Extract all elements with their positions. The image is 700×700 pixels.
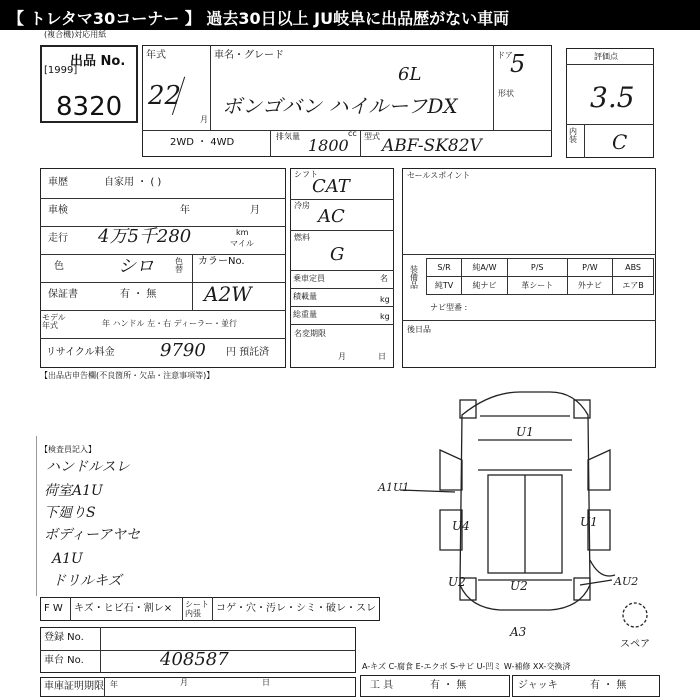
chassis-label: 車台 No.: [44, 655, 84, 666]
banner-text: 【 トレタマ30コーナー 】 過去30日以上 JU岐阜に出品歴がない車両: [8, 9, 510, 28]
inspector-note-4: ボディーアヤセ: [44, 527, 141, 543]
equip-aw: 純A/W: [462, 259, 508, 277]
equip-pw: P/W: [567, 259, 612, 277]
mark-u4: U4: [452, 519, 470, 533]
model-label: 車名・グレード: [214, 50, 284, 61]
declaration-label: 【出品店申告欄(不良箇所・欠品・注意事項等)】: [40, 371, 215, 380]
equip-ext-navi: 外ナビ: [567, 277, 612, 295]
color-code: A2W: [204, 282, 252, 306]
equipment-table: [426, 258, 654, 295]
equip-airbag: エアB: [613, 277, 654, 295]
year-month: 月: [200, 115, 208, 124]
name-change-day: 日: [378, 352, 386, 361]
registration-label: 登録 No.: [44, 632, 84, 643]
mileage-unit2: マイル: [230, 239, 254, 248]
subnote: (複合機)対応用紙: [44, 30, 107, 39]
recycle-label: リサイクル料金: [46, 347, 115, 358]
equip-navi: 純ナビ: [462, 277, 508, 295]
model-name: ボンゴバン ハイルーフDX: [222, 94, 458, 118]
model-year-items: 年 ハンドル 左・右 ディーラー・並行: [102, 319, 237, 328]
cert-day: 日: [262, 678, 270, 687]
doors-label: ドア: [497, 51, 513, 60]
chassis-value: 408587: [160, 649, 229, 670]
name-change-label: 名変期限: [294, 329, 326, 338]
fw-label: F W: [44, 603, 63, 614]
fuel-value: G: [330, 244, 345, 265]
recycle-suffix: 円 預託済: [226, 347, 270, 358]
type-value: ABF-SK82V: [382, 136, 482, 156]
interior-value: C: [612, 130, 628, 154]
color-value: シロ: [118, 256, 154, 277]
color-code-label: カラーNo.: [198, 256, 245, 267]
weight-unit: kg: [380, 312, 390, 321]
damage-legend: A-キズ C-腐食 E-エクボ S-サビ U-凹ミ W-補修 XX-交換済: [362, 662, 571, 671]
history-label: 車歴: [48, 177, 68, 188]
jack-label: ジャッキ: [518, 680, 558, 691]
aircon-value: AC: [318, 206, 345, 227]
lot-number: 8320: [56, 92, 123, 122]
shift-label: シフト: [294, 170, 318, 179]
model-year-label: モデル年式: [42, 313, 66, 330]
equip-tv: 純TV: [427, 277, 462, 295]
capacity-unit: 名: [380, 274, 388, 283]
seat-items: コゲ・穴・汚レ・シミ・破レ・スレ: [216, 603, 376, 614]
equip-ps: P/S: [507, 259, 567, 277]
inspector-note-1: ハンドルスレ: [46, 459, 130, 475]
capacity-label: 乗車定員: [293, 274, 325, 283]
inspector-note-5: A1U: [52, 551, 83, 567]
middle-form-box: [290, 168, 394, 368]
inspection-label: 車検: [48, 205, 68, 216]
score-label: 評価点: [594, 52, 618, 61]
equip-abs: ABS: [613, 259, 654, 277]
postdate-label: 後日品: [407, 325, 431, 334]
color-change: 色替: [175, 257, 183, 274]
tools-options: 有 ・ 無: [430, 680, 467, 691]
mark-a1u1: A1U1: [378, 481, 410, 494]
equip-leather: 革シート: [507, 277, 567, 295]
model-grade-note: 6L: [398, 64, 422, 85]
mark-u2-mid: U2: [510, 579, 528, 593]
jack-options: 有 ・ 無: [590, 680, 627, 691]
cert-label: 車庫証明期限: [44, 681, 104, 692]
name-change-month: 月: [338, 352, 346, 361]
warranty-label: 保証書: [48, 289, 78, 300]
drive-options: 2WD ・ 4WD: [170, 137, 235, 148]
inspector-note-2: 荷室A1U: [44, 483, 103, 499]
doors-value: 5: [510, 50, 526, 78]
color-label: 色: [54, 261, 64, 272]
lot-year-tag: [1999]: [44, 65, 78, 76]
mark-u1-right: U1: [580, 515, 598, 529]
spare-label: スペア: [620, 639, 650, 650]
year-value: 22: [148, 81, 182, 111]
history-options: 自家用 ・ ( ): [104, 177, 162, 188]
mileage-value: 4万5千280: [98, 226, 192, 247]
equip-sr: S/R: [427, 259, 462, 277]
mileage-unit: km: [236, 228, 249, 237]
fuel-label: 燃料: [294, 233, 310, 242]
type-label: 型式: [364, 132, 380, 141]
interior-label: 内装: [569, 127, 577, 144]
inspector-label: 【検査員記入】: [40, 445, 96, 454]
displacement-value: 1800: [308, 136, 349, 155]
recycle-value: 9790: [160, 340, 206, 361]
cert-year: 年: [110, 680, 118, 689]
displacement-unit: cc: [348, 129, 357, 138]
shift-value: CAT: [312, 176, 350, 197]
sales-point-label: セールスポイント: [407, 171, 471, 180]
shape-label: 形状: [498, 89, 514, 98]
score-value: 3.5: [590, 81, 635, 114]
load-label: 積載量: [293, 292, 317, 301]
navi-model-label: ナビ型番 :: [430, 303, 468, 312]
fw-items: キズ・ヒビ石・割レ×: [74, 603, 173, 614]
mark-u2-left: U2: [448, 575, 466, 589]
aircon-label: 冷房: [294, 201, 310, 210]
load-unit: kg: [380, 295, 390, 304]
tools-label: 工 具: [370, 680, 394, 691]
cert-month: 月: [180, 678, 188, 687]
inspector-note-3: 下廻りS: [44, 505, 96, 521]
inspection-month: 月: [250, 205, 260, 216]
lot-label: 出品 No.: [70, 54, 126, 69]
warranty-options: 有 ・ 無: [120, 289, 157, 300]
displacement-label: 排気量: [276, 132, 300, 141]
mark-u1-top: U1: [516, 425, 534, 439]
year-label: 年式: [146, 50, 166, 61]
mileage-label: 走行: [48, 233, 68, 244]
weight-label: 総重量: [293, 310, 317, 319]
seat-label: シート内張: [185, 600, 209, 618]
inspection-year: 年: [180, 205, 190, 216]
car-diagram: [400, 380, 700, 640]
inspector-note-6: ドリルキズ: [52, 573, 122, 589]
equipment-label: 装備品: [410, 265, 418, 290]
mark-a3: A3: [510, 625, 527, 639]
mark-au2: AU2: [614, 575, 639, 588]
